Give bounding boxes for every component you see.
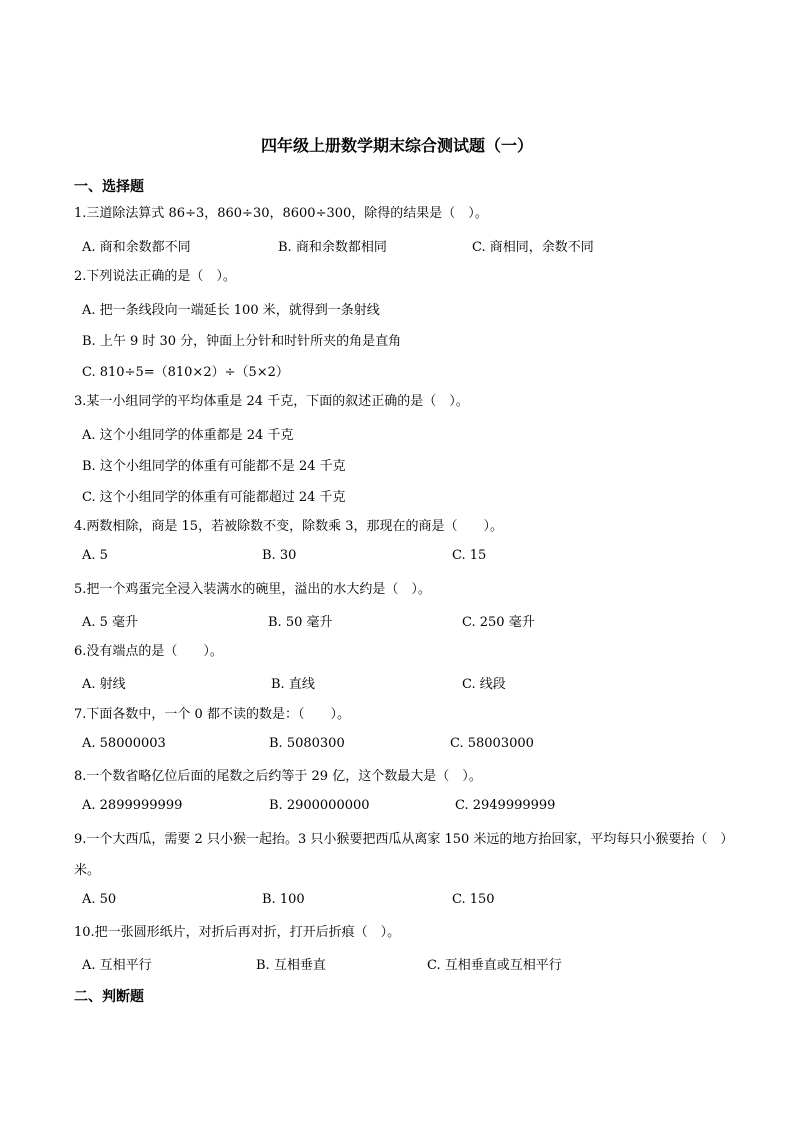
option-b: B. 上午 9 时 30 分，钟面上分针和时针所夹的角是直角	[82, 334, 402, 349]
option-c: C. 810÷5=（810×2）÷（5×2）	[82, 365, 289, 380]
question-1: 1.三道除法算式 86÷3，860÷30，8600÷300，除得的结果是（ ）。	[74, 206, 488, 221]
option-a: A. 5	[82, 548, 108, 563]
option-b: B. 100	[262, 892, 305, 907]
page-title: 四年级上册数学期末综合测试题（一）	[260, 136, 533, 155]
question-9: 9.一个大西瓜，需要 2 只小猴一起抬。3 只小猴要把西瓜从离家 150 米远的地方抬回家，平均每只小猴要抬（ ）米。	[74, 832, 734, 878]
option-a: A. 5 毫升	[82, 615, 139, 630]
option-a: A. 射线	[82, 677, 126, 692]
question-1-options	[82, 236, 742, 256]
question-4: 4.两数相除，商是 15，若被除数不变，除数乘 3，那现在的商是（ ）。	[74, 519, 503, 534]
option-b: B. 这个小组同学的体重有可能都不是 24 千克	[82, 459, 346, 474]
option-b: B. 50 毫升	[268, 615, 333, 630]
option-b: B. 2900000000	[269, 798, 370, 813]
question-10: 10.把一张圆形纸片，对折后再对折，打开后折痕（ ）。	[74, 925, 401, 940]
option-c: C. 250 毫升	[462, 615, 535, 630]
option-a: A. 2899999999	[82, 798, 183, 813]
option-a: A. 互相平行	[82, 958, 152, 973]
question-9-options	[82, 892, 742, 912]
option-a: A. 商和余数都不同	[82, 240, 191, 255]
option-c: C. 2949999999	[455, 798, 556, 813]
question-4-options	[82, 548, 742, 568]
question-5-options	[82, 611, 742, 631]
option-b: B. 商和余数都相同	[278, 240, 387, 255]
option-c: C. 线段	[462, 677, 506, 692]
question-7-options	[82, 736, 742, 756]
option-c: C. 互相垂直或互相平行	[427, 958, 562, 973]
option-c: C. 58003000	[450, 736, 534, 751]
question-5: 5.把一个鸡蛋完全浸入装满水的碗里，溢出的水大约是（ ）。	[74, 582, 431, 597]
section-heading-choice: 一、选择题	[74, 179, 144, 195]
option-c: C. 这个小组同学的体重有可能都超过 24 千克	[82, 490, 346, 505]
question-3: 3.某一小组同学的平均体重是 24 千克，下面的叙述正确的是（ ）。	[74, 394, 469, 409]
question-10-options	[82, 954, 742, 974]
question-7: 7.下面各数中，一个 0 都不读的数是：（ ）。	[74, 707, 350, 722]
option-b: B. 30	[262, 548, 297, 563]
option-a: A. 把一条线段向一端延长 100 米，就得到一条射线	[82, 303, 380, 318]
question-6: 6.没有端点的是（ ）。	[74, 644, 223, 659]
option-b: B. 直线	[271, 677, 315, 692]
question-8-options	[82, 798, 742, 818]
option-c: C. 商相同，余数不同	[472, 240, 594, 255]
question-2: 2.下列说法正确的是（ ）。	[74, 269, 236, 284]
option-a: A. 50	[82, 892, 117, 907]
option-c: C. 150	[452, 892, 495, 907]
option-a: A. 这个小组同学的体重都是 24 千克	[82, 428, 294, 443]
option-b: B. 5080300	[269, 736, 345, 751]
option-a: A. 58000003	[82, 736, 166, 751]
question-6-options	[82, 673, 742, 693]
option-c: C. 15	[452, 548, 487, 563]
option-b: B. 互相垂直	[256, 958, 326, 973]
section-heading-judgement: 二、判断题	[74, 989, 144, 1005]
question-8: 8.一个数省略亿位后面的尾数之后约等于 29 亿，这个数最大是（ ）。	[74, 769, 482, 784]
